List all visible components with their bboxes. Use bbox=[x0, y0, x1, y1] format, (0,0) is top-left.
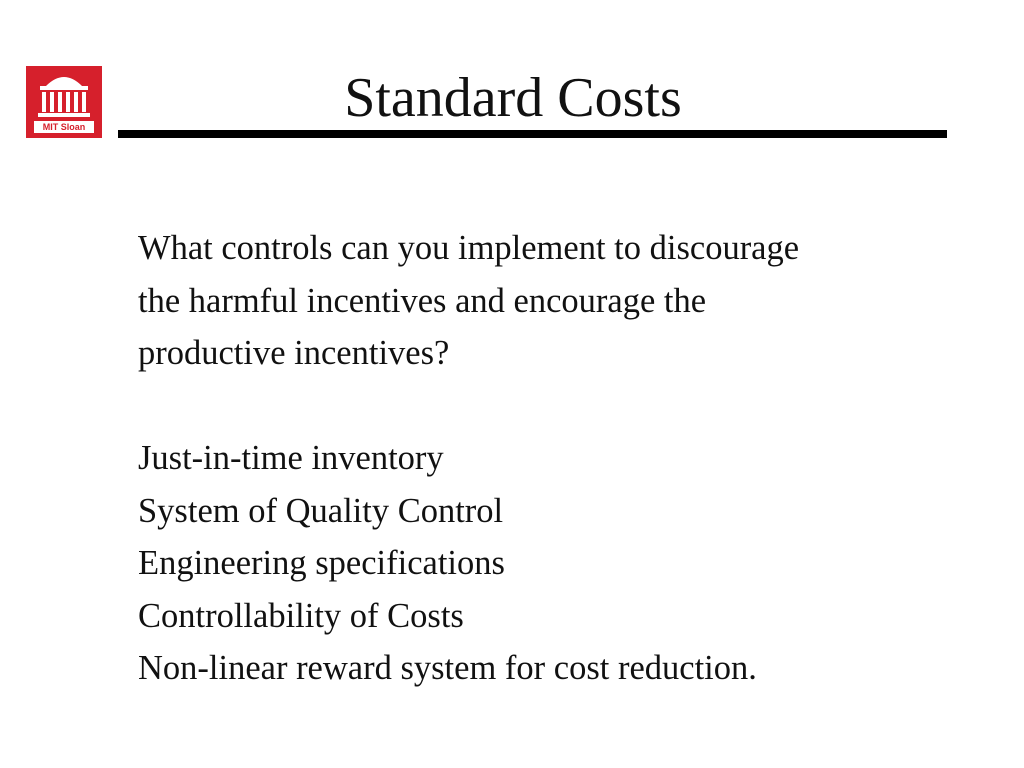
question-line: What controls can you implement to discourage bbox=[138, 229, 800, 267]
answer-item: System of Quality Control bbox=[138, 491, 504, 530]
slide-body bbox=[138, 222, 938, 695]
slide-title: Standard Costs bbox=[344, 67, 682, 129]
title-underline-rule bbox=[118, 130, 947, 138]
question-line: productive incentives? bbox=[138, 334, 450, 372]
answer-item: Engineering specifications bbox=[138, 544, 505, 582]
answer-item: Non-linear reward system for cost reduction. bbox=[138, 649, 757, 687]
mit-sloan-logo-icon bbox=[26, 66, 102, 138]
answer-item: Just-in-time inventory bbox=[138, 439, 444, 477]
logo-text: MIT Sloan bbox=[42, 122, 86, 132]
question-line: the harmful incentives and encourage the bbox=[138, 281, 707, 320]
paragraph-spacer bbox=[138, 380, 938, 433]
answer-item: Controllability of Costs bbox=[138, 596, 464, 635]
